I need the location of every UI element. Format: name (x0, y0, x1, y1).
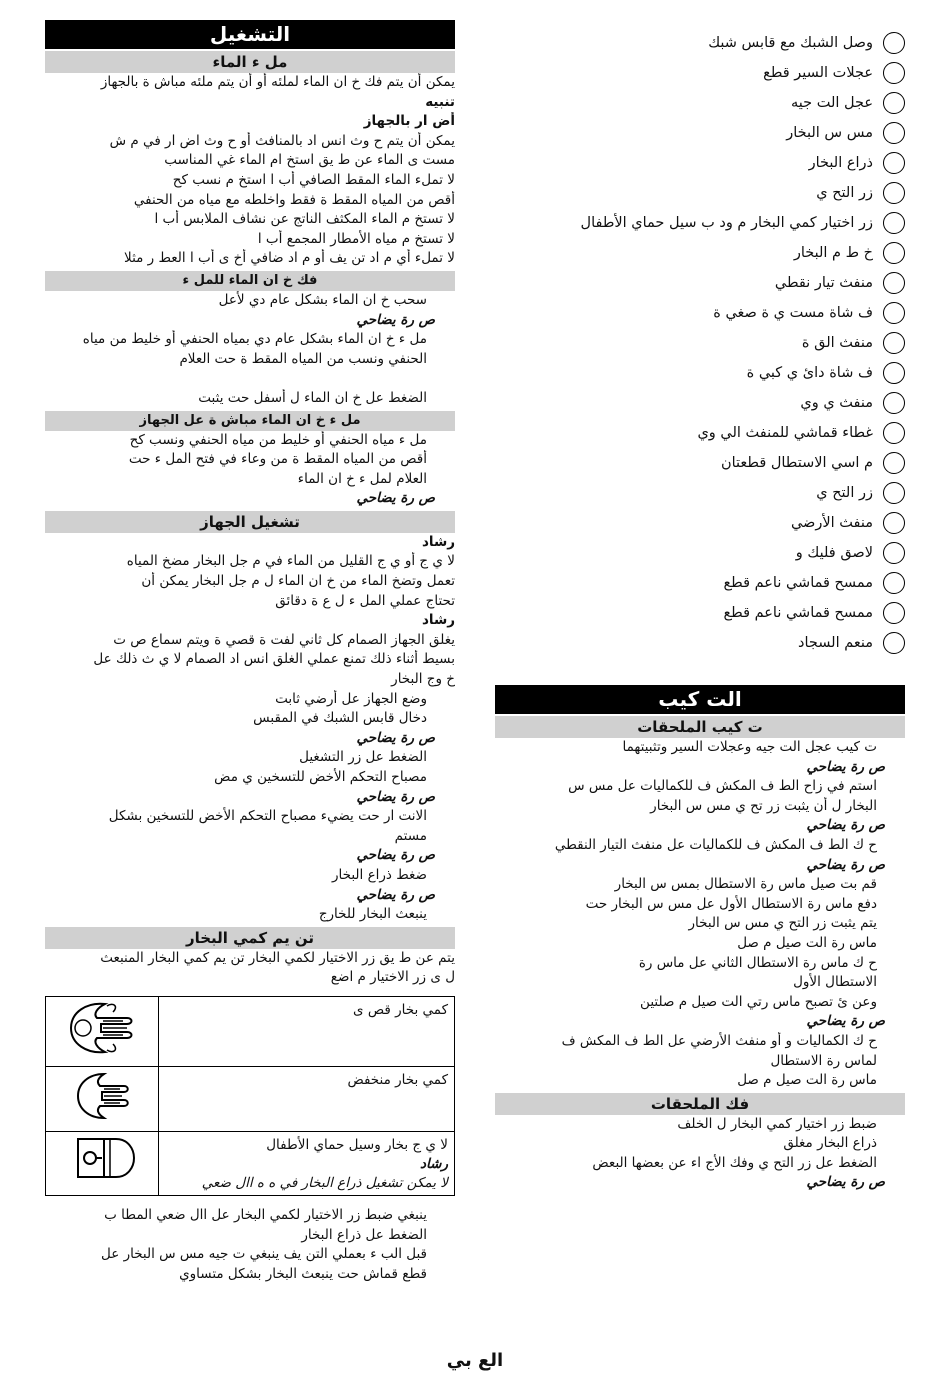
text-line: ينبغي ضبط زر الاختيار لكمي البخار عل اال ضعي المطا ب (104, 1206, 427, 1223)
text-line: لا تستخ م مياه الأمطار المجمع أب ا (257, 230, 455, 247)
text-line: تعمل وتضخ الماء من خ ان الماء ل م جل البخار يمكن أن (141, 573, 455, 590)
list-item-label: غطاء قماشي للمنفث الي وي (697, 425, 873, 441)
list-item (505, 508, 905, 538)
text-line: يتم عن ط يق زر الاختيار لكمي البخار تن يم كمي البخار المنبعث (100, 949, 455, 966)
list-item (505, 298, 905, 328)
circle-marker-icon (883, 542, 905, 564)
list-item (505, 478, 905, 508)
list-item-label: ممسح قماشي ناعم قطع (723, 605, 873, 621)
circle-marker-icon (883, 242, 905, 264)
list-item-label: ذراع البخار (808, 155, 873, 171)
text-line: لا تملء الماء المقط الصافي أب ا استخ م نسب كح (172, 171, 455, 188)
list-item (505, 268, 905, 298)
operation-title: التشغيل (45, 20, 455, 49)
text-line: ص رة يضاحي (806, 856, 885, 873)
list-item (505, 598, 905, 628)
water-fill-heading: مل ء الماء (45, 51, 455, 73)
text-line: بسيط أثناء ذلك تمنع عملي الغلق انس اد الصمام لا ي ث ذلك عل (93, 651, 455, 668)
child-lock-note: رشاد (420, 1155, 448, 1172)
text-line: ت كيب عجل الت جيه وعجلات السير وتثبيتهما (622, 739, 877, 755)
text-line: دفع ماس رة الاستطال الأول عل مس س البخار حت (585, 895, 877, 912)
list-item (505, 88, 905, 118)
text-line: ص رة يضاحي (356, 788, 435, 805)
circle-marker-icon (883, 92, 905, 114)
text-line: يغلق الجهاز الصمام كل ثاني لفت ة قصي ة ويتم سماع ص ت (113, 631, 455, 648)
text-line: الاستطال الأول (793, 974, 877, 991)
circle-marker-icon (883, 272, 905, 294)
text-line: ص رة يضاحي (806, 758, 885, 775)
text-line: لا تملء أي م اد تن يف أو م اد ضافي أخ ى أب ا العط ر مثلا (124, 250, 455, 267)
text-line: لا ي ج أو ي ج القليل من الماء في م جل البخار مضخ المياه (126, 553, 455, 570)
operation-column (45, 20, 455, 1284)
circle-marker-icon (883, 392, 905, 414)
mount-accessories-text (495, 738, 905, 1091)
mount-accessories-heading: ت كيب الملحقات (495, 716, 905, 738)
list-item (505, 328, 905, 358)
list-item-label: ممسح قماشي ناعم قطع (723, 575, 873, 591)
circle-marker-icon (883, 302, 905, 324)
child-lock-warning: لا يمكن تشغيل ذراع البخار في ه ه اال ضعي (201, 1174, 448, 1191)
text-line: ح ك الط ف المكش ف للكماليات عل منفث التيار النقطي (554, 836, 877, 853)
list-item (505, 238, 905, 268)
text-line: استم في زاح الط ف المكش ف للكماليات عل مس س (568, 778, 877, 795)
circle-marker-icon (883, 362, 905, 384)
circle-marker-icon (883, 122, 905, 144)
text-line: وعن ئ تصبح ماس رتي الت صيل م صلتين (640, 993, 877, 1010)
list-item-label: منفث الق ة (801, 335, 873, 351)
tank-remove-text (45, 291, 455, 409)
circle-marker-icon (883, 152, 905, 174)
list-item-label: منفث الأرضي (790, 515, 873, 531)
table-cell (159, 1131, 455, 1195)
table-cell (46, 1131, 159, 1195)
text-line: ماس رة الت صيل م صل (737, 934, 877, 951)
text-line: أقص من المياه المقط ة من وعاء في فتح المل ء حت (128, 451, 427, 468)
assembly-title: الت كيب (495, 685, 905, 714)
list-item (505, 28, 905, 58)
text-line: ضغط ذراع البخار (332, 866, 427, 883)
text-line: مل ء خ ان الماء بشكل عام دي بمياه الحنفي أو خليط من مياه (82, 331, 427, 348)
list-item (505, 58, 905, 88)
list-item-label: خ ط م البخار (793, 245, 873, 261)
text-line: سحب خ ان الماء بشكل عام دي لأعل (218, 291, 427, 308)
circle-marker-icon (883, 632, 905, 654)
circle-marker-icon (883, 482, 905, 504)
list-item (505, 568, 905, 598)
text-line: ص رة يضاحي (356, 729, 435, 746)
text-line: يمكن أن يتم فك خ ان الماء لملئه أو أن يتم ملئه مباش ة بالجهاز (100, 74, 455, 90)
table-row (46, 1131, 455, 1195)
text-line: الضغط عل زر التح ي وفك الأج اء عن بعضها البعض (592, 1154, 877, 1171)
list-item-label: لاصق فليك و (795, 545, 873, 561)
text-line: الانت ار حت يضيء مصباح التحكم الأخض للتسخين بشكل (108, 808, 427, 825)
circle-marker-icon (883, 32, 905, 54)
list-item-label: عجلات السير قطع (763, 65, 873, 81)
circle-marker-icon (883, 452, 905, 474)
operate-text (45, 533, 455, 925)
list-item (505, 448, 905, 478)
table-cell (46, 1066, 159, 1131)
text-line: مصباح التحكم الأخض للتسخين ي مض (214, 769, 427, 785)
text-line: ينبعث البخار للخارج (318, 906, 427, 923)
water-fill-text (45, 73, 455, 269)
text-line: ص رة يضاحي (356, 490, 435, 507)
text-line: ضبط زر اختيار كمي البخار ل الخلف (677, 1115, 877, 1132)
text-line: البخار ل أن يثبت زر تح ي مس س البخار (650, 797, 877, 814)
text-line: ح ك ماس رة الاستطال الثاني عل ماس رة (638, 954, 877, 971)
child-lock-icon (62, 1133, 142, 1183)
parts-list (505, 28, 905, 658)
list-item (505, 628, 905, 658)
table-cell (159, 1066, 455, 1131)
text-line: ص رة يضاحي (356, 886, 435, 903)
tank-remove-heading: فك خ ان الماء للمل ء (45, 271, 455, 291)
list-item-label: مس س البخار (786, 125, 873, 141)
text-line: مل ء مياه الحنفي أو خليط من مياه الحنفي ونسب كح (129, 431, 427, 448)
list-item (505, 358, 905, 388)
steam-setting-table (45, 996, 455, 1196)
language-footer: الع بي (446, 1350, 504, 1371)
text-line: رشاد (421, 533, 455, 550)
list-item-label: زر التح ي (816, 185, 873, 201)
circle-marker-icon (883, 212, 905, 234)
steam-text (45, 949, 455, 988)
text-line: الضغط عل خ ان الماء ل أسفل حت يثبت (198, 389, 427, 406)
list-item-label: ف شاة دائ ي كبي ة (746, 365, 873, 381)
text-line: يمكن أن يتم ح وث انس اد بالمنافث أو ح وث اض ار في م ش (109, 132, 455, 149)
list-item (505, 178, 905, 208)
circle-marker-icon (883, 602, 905, 624)
list-item-label: منفث تيار نقطي (774, 275, 873, 291)
text-line: لا تستخ م الماء المكثف الناتج عن نشاف الملابس أب ا (154, 211, 455, 228)
table-row (46, 996, 455, 1066)
circle-marker-icon (883, 422, 905, 444)
text-line: قم بت صيل ماس رة الاستطال بمس س البخار (614, 876, 877, 893)
list-item-label: زر التح ي (816, 485, 873, 501)
list-item-label: م اسي الاستطال قطعتان (720, 455, 873, 471)
steam-heading: تن يم كمي البخار (45, 927, 455, 949)
text-line: مستم (394, 827, 427, 844)
text-line: الضغط عل زر التشغيل (299, 749, 427, 766)
text-line: وضع الجهاز عل أرضي ثابت (275, 690, 427, 707)
assembly-column (495, 685, 905, 1193)
text-line: تحتاج عملي المل ء ل ع ة دقائق (275, 592, 455, 609)
text-line: تنبيه (425, 93, 455, 110)
circle-marker-icon (883, 182, 905, 204)
text-line: ماس رة الت صيل م صل (737, 1072, 877, 1089)
circle-marker-icon (883, 512, 905, 534)
text-line: العلام لمل ء خ ان الماء (297, 470, 427, 487)
direct-fill-heading: مل ء خ ان الماء مباش ة عل الجهاز (45, 411, 455, 431)
table-row (46, 1066, 455, 1131)
text-line: دخال قابس الشبك في المقبس (253, 710, 427, 727)
text-line: الحنفي ونسب من المياه المقط ة حت العلام (179, 350, 427, 367)
text-line: ح ك الكماليات و أو منفث الأرضي عل الط ف المكش ف (561, 1032, 877, 1049)
max-steam-label: كمي بخار قص ى (352, 1001, 448, 1018)
list-item-label: منفث ي وي (800, 395, 873, 411)
text-line: ص رة يضاحي (806, 817, 885, 834)
steam-after-text (45, 1206, 455, 1284)
list-item-label: منعم السجاد (797, 635, 873, 651)
direct-fill-text (45, 431, 455, 509)
operate-heading: تشغيل الجهاز (45, 511, 455, 533)
text-line: قطع قماش حت ينبعث البخار بشكل متساوي (179, 1265, 427, 1282)
reduced-steam-label: كمي بخار منخفض (347, 1071, 448, 1088)
text-line: الضغط عل ذراع البخار (301, 1226, 427, 1243)
list-item (505, 418, 905, 448)
reduced-steam-icon (62, 1068, 142, 1124)
text-line: قبل الب ء بعملي التن يف ينبغي ت جيه مس س البخار عل (101, 1246, 427, 1263)
max-steam-icon (57, 998, 147, 1058)
dismount-accessories-text (495, 1115, 905, 1193)
table-cell (46, 996, 159, 1066)
list-item-label: وصل الشبك مع قابس شبك (708, 35, 873, 51)
circle-marker-icon (883, 62, 905, 84)
text-line: رشاد (421, 612, 455, 629)
list-item (505, 148, 905, 178)
text-line: ص رة يضاحي (356, 847, 435, 864)
text-line (45, 369, 455, 389)
text-line: ل ى زر الاختيار م اضع (330, 969, 455, 986)
dismount-accessories-heading: فك الملحقات (495, 1093, 905, 1115)
text-line: ص رة يضاحي (356, 311, 435, 328)
list-item (505, 388, 905, 418)
list-item-label: زر اختيار كمي البخار م ود ب سيل حماي الأطفال (580, 215, 873, 231)
text-line: يتم يثبت زر التح ي مس س البخار (688, 915, 877, 932)
list-item (505, 208, 905, 238)
text-line: ص رة يضاحي (806, 1174, 885, 1191)
child-lock-label: لا ي ج بخار وسيل حماي الأطفال (266, 1136, 448, 1153)
text-line: خ وج البخار (391, 671, 455, 688)
text-line: أض ار بالجهاز (363, 113, 455, 130)
text-line: ص رة يضاحي (806, 1013, 885, 1030)
circle-marker-icon (883, 572, 905, 594)
list-item (505, 538, 905, 568)
text-line: لماس رة الاستطال (770, 1052, 877, 1069)
list-item-label: عجل الت جيه (790, 95, 873, 111)
text-line: أقص من المياه المقط ة فقط واخلطه مع مياه من الحنفي (133, 191, 455, 208)
circle-marker-icon (883, 332, 905, 354)
text-line: مست ى الماء عن ط يق استخ ام الماء غي المناسب (164, 152, 455, 169)
table-cell (159, 996, 455, 1066)
list-item-label: ف شاة مست ي ة صغي ة (713, 305, 873, 321)
text-line: ذراع البخار مغلق (783, 1135, 877, 1152)
list-item (505, 118, 905, 148)
